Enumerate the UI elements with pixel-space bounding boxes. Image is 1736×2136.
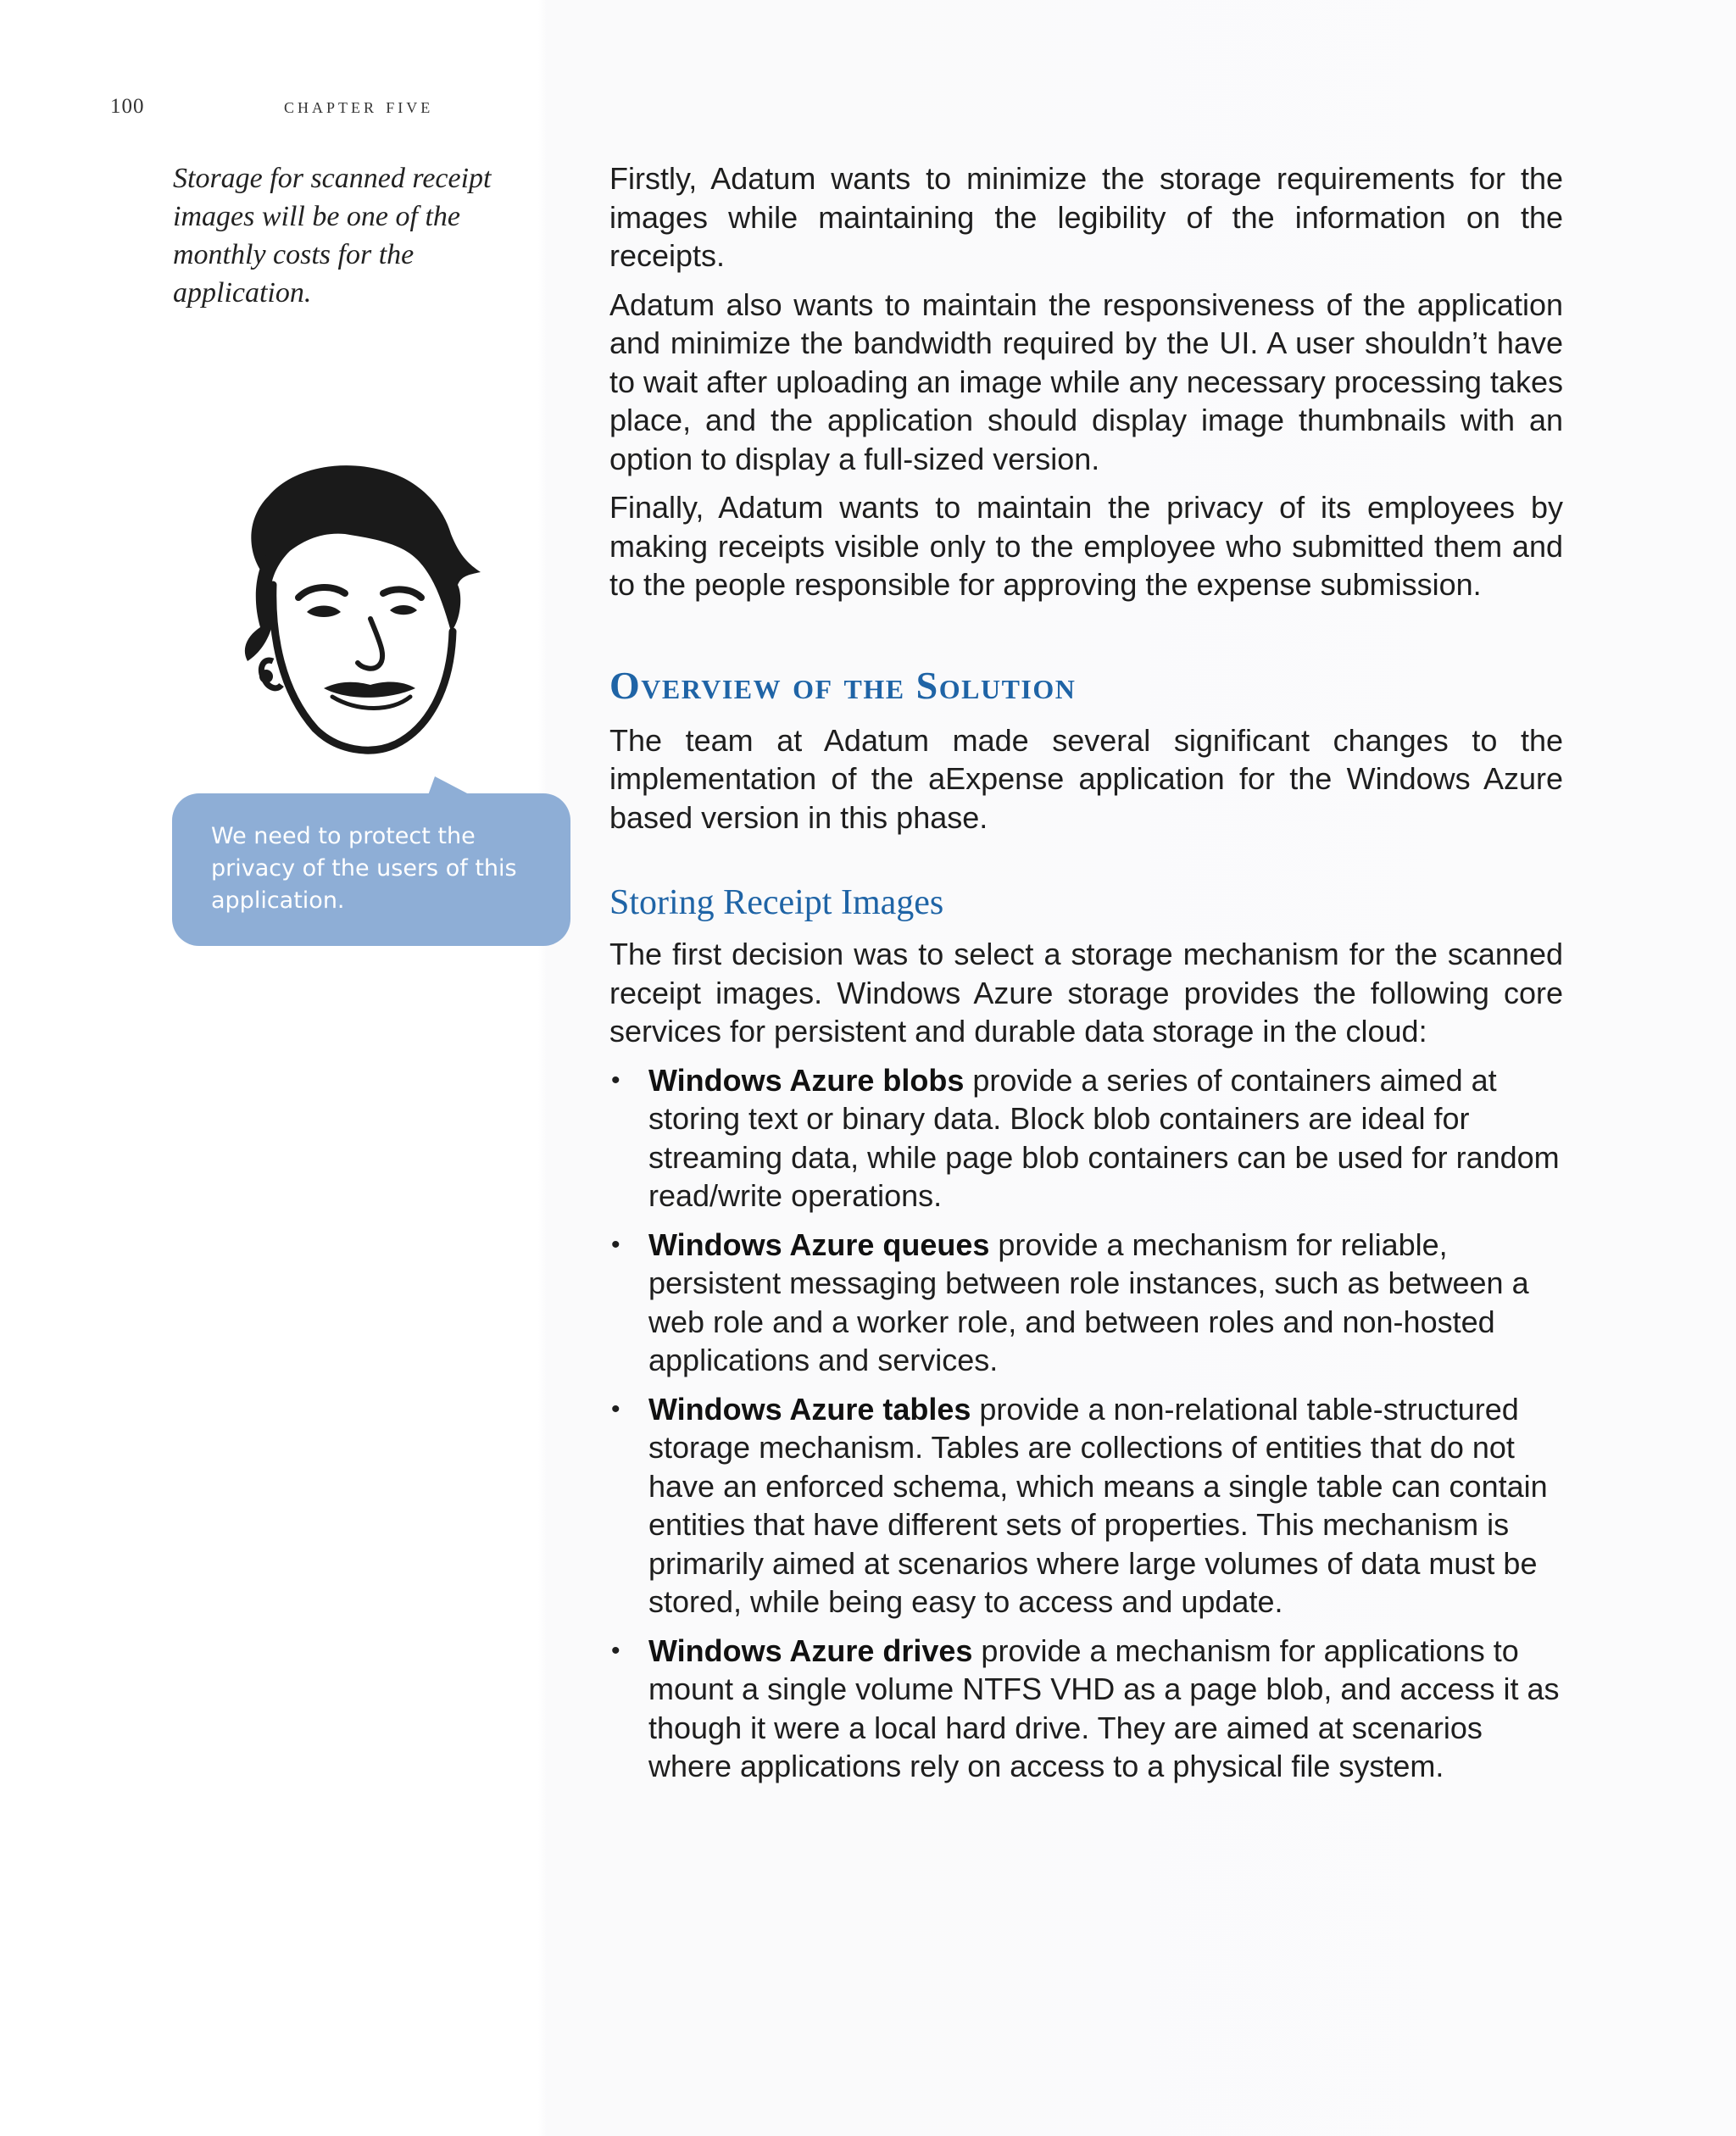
section-heading: Overview of the Solution [609,663,1077,707]
margin-note: Storage for scanned receipt images will be one of the monthly costs for the application. [173,163,492,309]
bullet-term: Windows Azure tables [648,1391,971,1427]
nose [358,619,382,669]
list-item [609,1226,1563,1380]
speech-bubble-callout [172,793,570,946]
lower-lip [332,697,410,709]
running-head [110,95,704,129]
earring [259,670,273,683]
bullet-icon: • [611,1230,620,1259]
intro-paragraph-3: Finally, Adatum wants to maintain the privacy of its employees by making receipts visible only to the employee who submitted them and to the people responsible for approving the expense submission. [609,490,1563,602]
subsection-paragraph: The first decision was to select a storage mechanism for the scanned receipt images. Windows Azure storage provides the following core services for persistent and durable data storage in the cloud: [609,937,1563,1049]
intro-paragraph-2: Adatum also wants to maintain the responsiveness of the application and minimize the bandwidth required by the UI. A user shouldn’t have to wait after uploading an image while any necessary processing takes place, and the application should display image thumbnails with an option to display a full-sized version. [609,286,1563,476]
left-eye [307,606,341,618]
page-number: 100 [110,95,145,118]
storage-services-list [609,1061,1563,1786]
bullet-text: provide a mechanism for applications to mount a single volume NTFS VHD as a page blob, and access it as though it were a local hard drive. They are aimed at scenarios where applications rely on access to a physical file system. [648,1633,1560,1783]
list-item [609,1390,1563,1621]
bullet-icon: • [611,1065,620,1094]
list-item [609,1061,1563,1215]
speech-bubble-tail [428,776,470,795]
bullet-text: provide a series of containers aimed at storing text or binary data. Block blob containers are ideal for streaming data, while page blob containers can be used for random read/write operations. [648,1062,1560,1213]
woman-portrait-illustration [188,458,493,771]
bullet-text: provide a mechanism for reliable, persistent messaging between role instances, such as between a web role and a worker role, and between roles and non-hosted applications and services. [648,1227,1529,1377]
bullet-term: Windows Azure drives [648,1633,973,1668]
upper-lip [324,682,415,698]
bullet-term: Windows Azure queues [648,1227,990,1262]
list-item [609,1632,1563,1786]
bullet-term: Windows Azure blobs [648,1062,965,1098]
right-eyebrow [383,589,421,598]
hair-shape [251,465,481,631]
main-column [609,159,1563,1796]
intro-paragraph-1: Firstly, Adatum wants to minimize the storage requirements for the images while maintaining the legibility of the information on the receipts. [609,161,1563,273]
section-paragraph: The team at Adatum made several significant changes to the implementation of the aExpense application for the Windows Azure based version in this phase. [609,722,1563,835]
bullet-icon: • [611,1636,620,1665]
right-eye [390,605,417,615]
callout-text: We need to protect the privacy of the users of this application. [211,823,517,914]
chapter-label: chapter five [284,95,434,118]
left-eyebrow [298,587,345,598]
bullet-icon: • [611,1394,620,1423]
subsection-heading: Storing Receipt Images [609,883,944,922]
bullet-text: provide a non-relational table-structured storage mechanism. Tables are collections of entities that do not have an enforced schema, which means a single table can contain entities that have different sets of properties. This mechanism is primarily aimed at scenarios where large volumes of data must be stored, while being easy to access and update. [648,1391,1548,1619]
